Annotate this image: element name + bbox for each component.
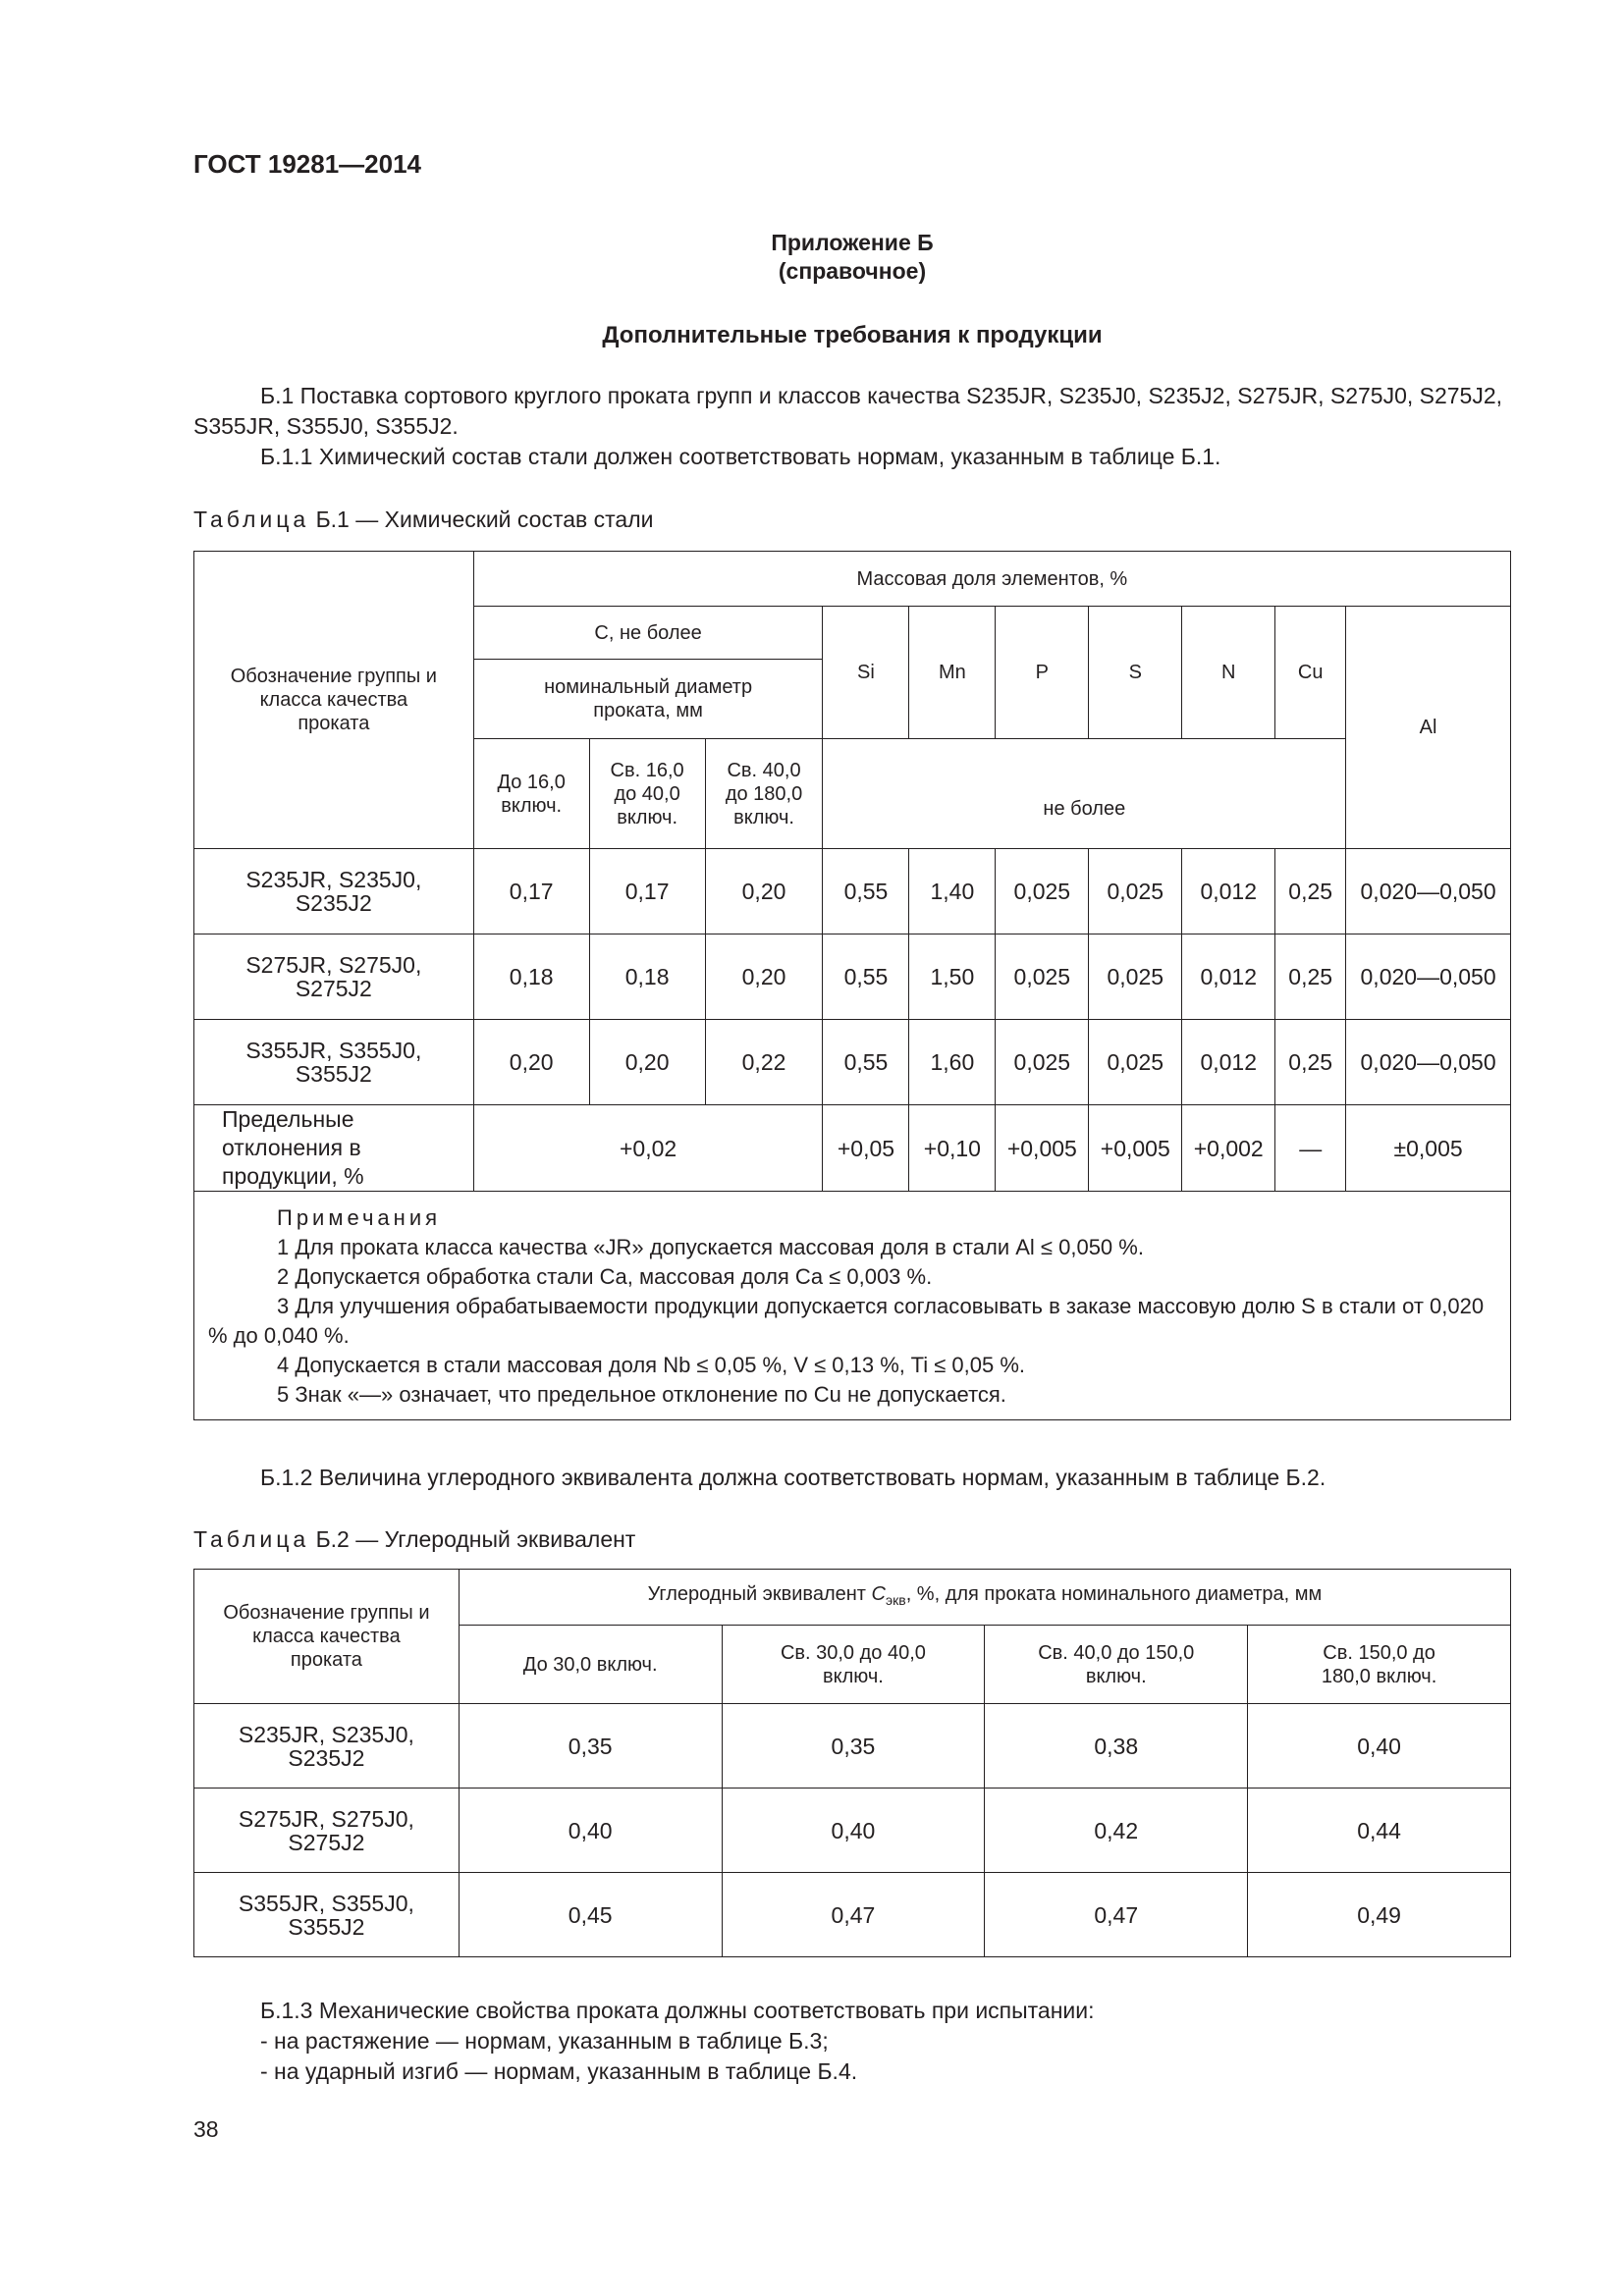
table1-dev-cu: — [1275,1105,1346,1192]
table1-dev-p: +0,005 [996,1105,1089,1192]
table2-cell: 0,49 [1248,1873,1511,1957]
paragraph-b11: Б.1.1 Химический состав стали должен соответствовать нормам, указанным в таблице Б.1. [260,444,1221,469]
table2-header-symbol: С [871,1583,886,1605]
table1-cell: 0,55 [823,1020,909,1105]
table1-mass-header: Массовая доля элементов, % [473,552,1510,607]
table1-cell: 0,20 [705,934,823,1020]
table1-caption-text: Б.1 — Химический состав стали [309,507,654,532]
note-item: 3 Для улучшения обрабатываемости продукции допускается согласовывать в заказе массовую долю S в стали от 0,020 % до 0,040 %. [208,1294,1485,1348]
paragraph-b12: Б.1.2 Величина углеродного эквивалента должна соответствовать нормам, указанным в таблице Б.2. [260,1465,1326,1490]
paragraph-b13-item2: - на ударный изгиб — нормам, указанным в таблице Б.4. [260,2058,858,2084]
table2-grade: S275JR, S275J0, S275J2 [194,1789,460,1873]
table2-cell: 0,35 [459,1704,722,1789]
table1-cell: 0,025 [996,1020,1089,1105]
table1-dev-c: +0,02 [473,1105,823,1192]
table1-si-header: Si [823,607,909,739]
paragraph-b13-item1: - на растяжение — нормам, указанным в таблице Б.3; [260,2028,829,2054]
table1-d2-header: Св. 16,0 до 40,0 включ. [589,739,705,849]
table1-al-header: Al [1346,607,1511,849]
table2-cell: 0,40 [1248,1704,1511,1789]
table2-cell: 0,47 [985,1873,1248,1957]
table2-col-group: Обозначение группы и класса качества проката [194,1570,460,1704]
table1-s-header: S [1089,607,1182,739]
table1-p-header: P [996,607,1089,739]
table2-grade: S355JR, S355J0, S355J2 [194,1873,460,1957]
table1-cell: 1,50 [909,934,996,1020]
table1-notes [194,1192,1511,1420]
table1-caption-word: Таблица [193,507,310,532]
table1-cell: 0,012 [1182,934,1275,1020]
table1-not-more: не более [823,739,1346,849]
table1-dev-si: +0,05 [823,1105,909,1192]
table1-cell: 1,60 [909,1020,996,1105]
table1-cell: 0,18 [473,934,589,1020]
table2-header-part2: , %, для проката номинального диаметра, мм [905,1583,1323,1605]
table1-cu-header: Cu [1275,607,1346,739]
page-number: 38 [193,2116,219,2142]
table1-n-header: N [1182,607,1275,739]
note-item: 2 Допускается обработка стали Ca, массовая доля Ca ≤ 0,003 %. [277,1264,933,1289]
table1-cell: 0,25 [1275,1020,1346,1105]
table1-cell: 0,55 [823,849,909,934]
table2-cell: 0,44 [1248,1789,1511,1873]
table1-dev-n: +0,002 [1182,1105,1275,1192]
note-item: 4 Допускается в стали массовая доля Nb ≤ 0,05 %, V ≤ 0,13 %, Ti ≤ 0,05 %. [277,1353,1026,1377]
table2-caption-word: Таблица [193,1526,310,1552]
table1-dev-s: +0,005 [1089,1105,1182,1192]
table1-nominal-header: номинальный диаметр проката, мм [473,660,823,739]
table1-dev-mn: +0,10 [909,1105,996,1192]
table2-caption-text: Б.2 — Углеродный эквивалент [309,1526,636,1552]
table1-cell: 0,020—0,050 [1346,1020,1511,1105]
table2-grade: S235JR, S235J0, S235J2 [194,1704,460,1789]
table1-dev-al: ±0,005 [1346,1105,1511,1192]
table1-grade: S275JR, S275J0, S275J2 [194,934,474,1020]
table1-cell: 1,40 [909,849,996,934]
table1-cell: 0,55 [823,934,909,1020]
paragraph-b13: Б.1.3 Механические свойства проката должны соответствовать при испытании: [260,1998,1095,2023]
table-chemical-composition [193,551,1511,1420]
table1-cell: 0,025 [1089,934,1182,1020]
note-item: 5 Знак «—» означает, что предельное отклонение по Cu не допускается. [277,1382,1006,1407]
table2-d3-header: Св. 40,0 до 150,0 включ. [985,1626,1248,1704]
table1-cell: 0,20 [473,1020,589,1105]
table2-d4-header: Св. 150,0 до 180,0 включ. [1248,1626,1511,1704]
table-row [194,1873,1511,1957]
notes-title: Примечания [277,1205,442,1230]
document-header: ГОСТ 19281—2014 [193,149,421,179]
table2-caption [193,1526,635,1553]
table2-header-part1: Углеродный эквивалент [647,1583,872,1605]
table1-cell: 0,18 [589,934,705,1020]
annex-heading: Дополнительные требования к продукции [602,322,1103,348]
table1-grade: S235JR, S235J0, S235J2 [194,849,474,934]
table-row [194,1789,1511,1873]
note-item: 1 Для проката класса качества «JR» допускается массовая доля в стали Al ≤ 0,050 %. [277,1235,1144,1259]
table2-d2-header: Св. 30,0 до 40,0 включ. [722,1626,985,1704]
table2-cell: 0,42 [985,1789,1248,1873]
table2-d1-header: До 30,0 включ. [459,1626,722,1704]
table1-cell: 0,020—0,050 [1346,934,1511,1020]
table2-cell: 0,38 [985,1704,1248,1789]
table1-cell: 0,025 [996,934,1089,1020]
table1-cell: 0,025 [996,849,1089,934]
table1-cell: 0,20 [705,849,823,934]
table1-c-header: С, не более [473,607,823,660]
table1-d1-header: До 16,0 включ. [473,739,589,849]
table2-header [459,1570,1510,1626]
table2-cell: 0,40 [459,1789,722,1873]
table1-mn-header: Mn [909,607,996,739]
table1-col-group: Обозначение группы и класса качества проката [194,552,474,849]
table1-cell: 0,17 [473,849,589,934]
table1-cell: 0,012 [1182,849,1275,934]
table-row [194,849,1511,934]
annex-block [193,229,1511,286]
table1-cell: 0,17 [589,849,705,934]
table2-header-subscript: экв [885,1592,906,1608]
table-row [194,1020,1511,1105]
table-row-deviations [194,1105,1511,1192]
table2-cell: 0,35 [722,1704,985,1789]
table-row [194,934,1511,1020]
table2-cell: 0,45 [459,1873,722,1957]
table1-cell: 0,012 [1182,1020,1275,1105]
table-carbon-equivalent [193,1569,1511,1957]
table1-grade: S355JR, S355J0, S355J2 [194,1020,474,1105]
table1-cell: 0,25 [1275,849,1346,934]
table2-cell: 0,47 [722,1873,985,1957]
paragraph-b1: Б.1 Поставка сортового круглого проката групп и классов качества S235JR, S235J0, S235J2, S275JR, S275J0, S275J2, S355JR, S355J0, S355J2. [193,383,1503,439]
table1-cell: 0,025 [1089,1020,1182,1105]
table1-cell: 0,020—0,050 [1346,849,1511,934]
annex-subtitle: (справочное) [778,258,927,284]
table1-cell: 0,25 [1275,934,1346,1020]
table1-cell: 0,22 [705,1020,823,1105]
annex-title: Приложение Б [771,230,934,255]
table1-cell: 0,20 [589,1020,705,1105]
table1-d3-header: Св. 40,0 до 180,0 включ. [705,739,823,849]
table1-caption [193,507,653,533]
table1-deviation-label: Предельные отклонения в продукции, % [194,1105,474,1192]
table2-cell: 0,40 [722,1789,985,1873]
table1-cell: 0,025 [1089,849,1182,934]
table-row [194,1704,1511,1789]
